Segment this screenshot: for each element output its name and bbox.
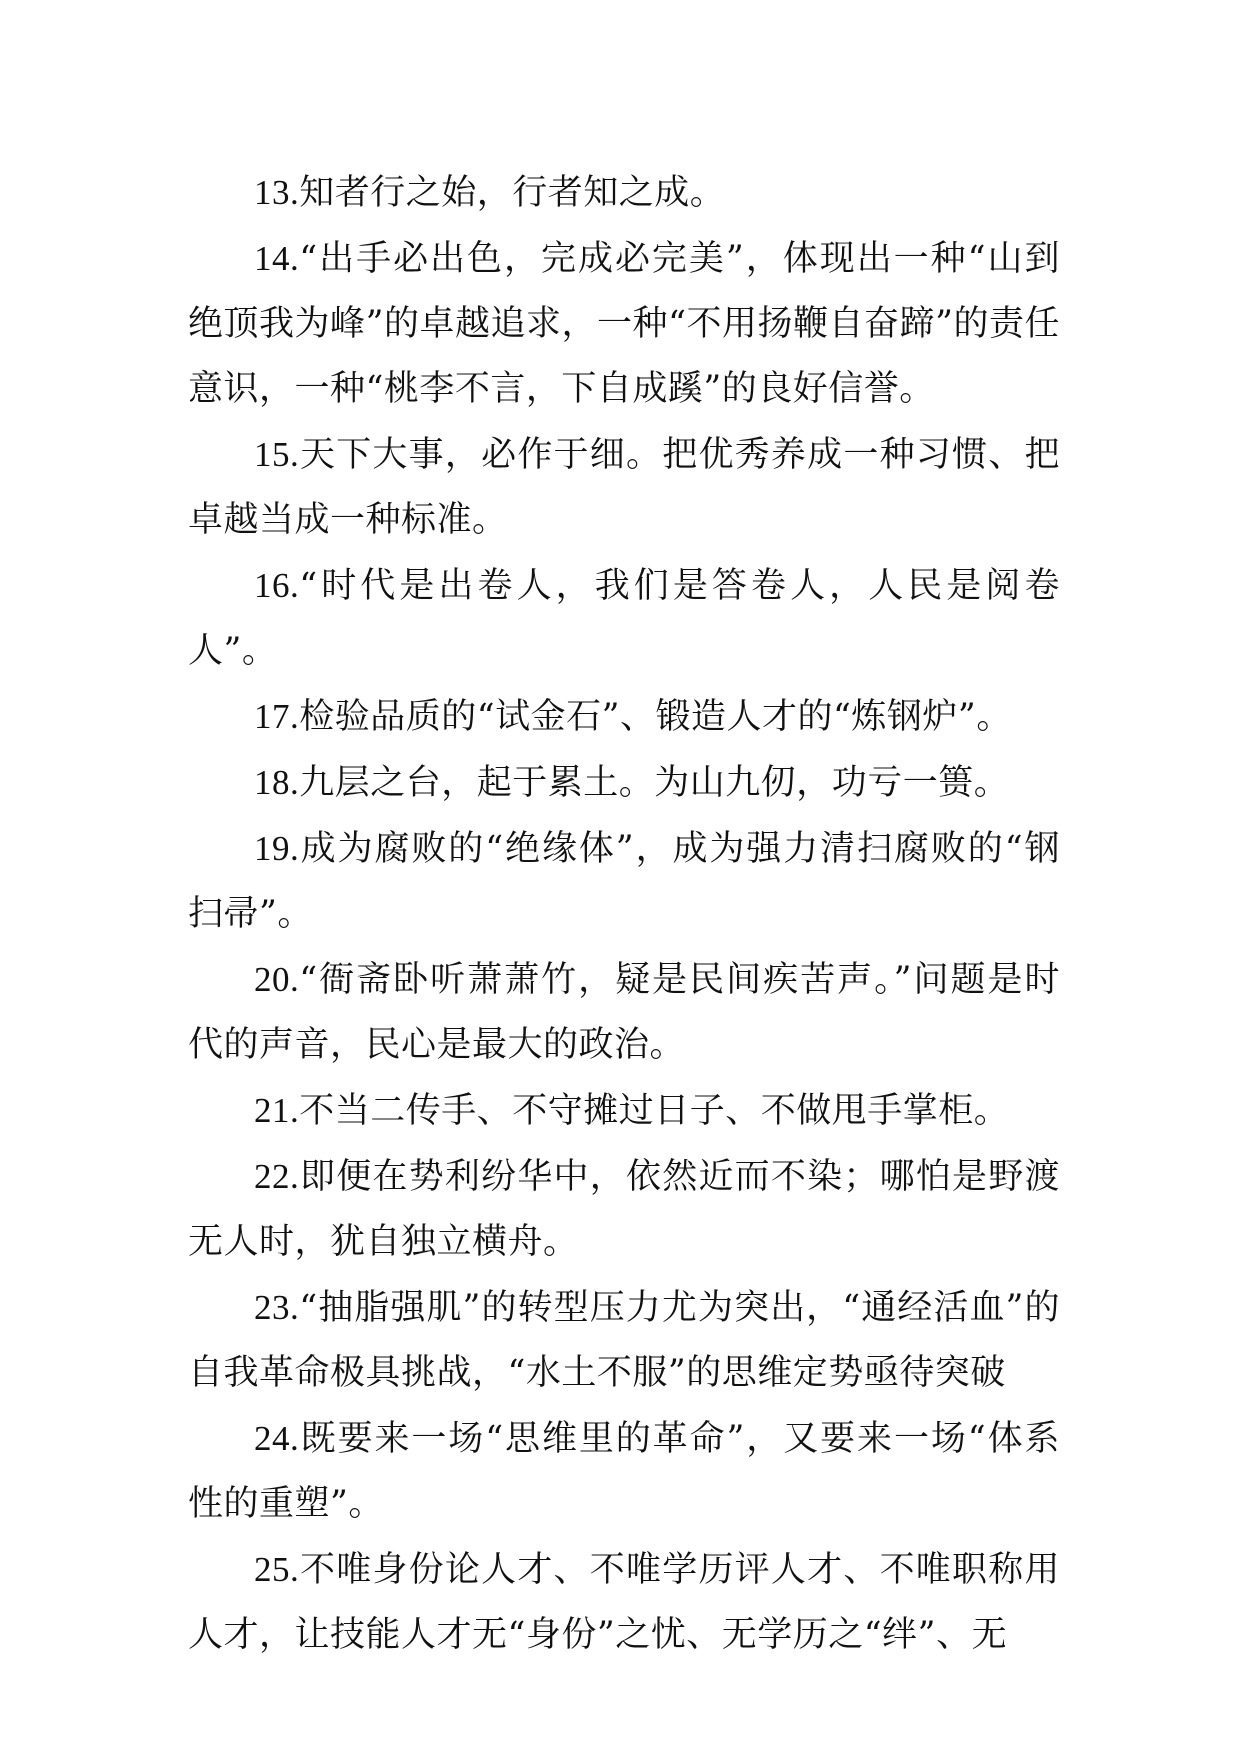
paragraph-number: 16.: [254, 566, 300, 605]
paragraph-number: 22.: [254, 1157, 300, 1196]
paragraph-24: [188, 1406, 1060, 1537]
paragraph-text: “衙斋卧听萧萧竹，疑是民间疾苦声。”问题是时代的声音，民心是最大的政治。: [188, 960, 1060, 1065]
paragraph-22: [188, 1144, 1060, 1275]
paragraph-23: [188, 1275, 1060, 1406]
paragraph-number: 19.: [254, 829, 300, 868]
paragraph-number: 23.: [254, 1288, 300, 1327]
paragraph-20: [188, 947, 1060, 1078]
paragraph-number: 18.: [254, 763, 300, 802]
paragraph-text: 检验品质的“试金石”、锻造人才的“炼钢炉”。: [299, 697, 1012, 737]
paragraph-17: [188, 684, 1060, 750]
paragraph-16: [188, 553, 1060, 684]
paragraph-18: [188, 750, 1060, 816]
paragraph-text: “时代是出卷人，我们是答卷人，人民是阅卷人”。: [188, 566, 1060, 671]
paragraph-15: [188, 422, 1060, 553]
paragraph-14: [188, 226, 1060, 422]
paragraph-19: [188, 816, 1060, 947]
paragraph-number: 13.: [254, 173, 300, 212]
paragraph-number: 20.: [254, 960, 300, 999]
paragraph-text: “抽脂强肌”的转型压力尤为突出，“通经活血”的自我革命极具挑战，“水土不服”的思维定势亟待突破: [188, 1288, 1060, 1393]
paragraph-text: 天下大事，必作于细。把优秀养成一种习惯、把卓越当成一种标准。: [188, 435, 1060, 540]
paragraph-text: 成为腐败的“绝缘体”，成为强力清扫腐败的“钢扫帚”。: [188, 829, 1060, 934]
paragraph-text: 不唯身份论人才、不唯学历评人才、不唯职称用人才，让技能人才无“身份”之忧、无学历之“绊”、无: [188, 1550, 1060, 1655]
paragraph-text: 九层之台，起于累土。为山九仞，功亏一篑。: [299, 763, 1010, 803]
paragraph-text: “出手必出色，完成必完美”，体现出一种“山到绝顶我为峰”的卓越追求，一种“不用扬鞭自奋蹄”的责任意识，一种“桃李不言，下自成蹊”的良好信誉。: [188, 239, 1060, 409]
paragraph-21: [188, 1078, 1060, 1144]
paragraph-25: [188, 1537, 1060, 1668]
paragraph-number: 21.: [254, 1091, 300, 1130]
paragraph-text: 既要来一场“思维里的革命”，又要来一场“体系性的重塑”。: [188, 1419, 1060, 1524]
paragraph-number: 25.: [254, 1550, 300, 1589]
paragraph-number: 24.: [254, 1419, 300, 1458]
paragraph-text: 即便在势利纷华中，依然近而不染；哪怕是野渡无人时，犹自独立横舟。: [188, 1157, 1060, 1262]
paragraph-number: 17.: [254, 697, 300, 736]
paragraph-text: 知者行之始，行者知之成。: [299, 173, 726, 213]
paragraph-number: 14.: [254, 239, 300, 278]
paragraph-number: 15.: [254, 435, 300, 474]
paragraph-13: [188, 160, 1060, 226]
document-body: [188, 160, 1060, 1668]
paragraph-text: 不当二传手、不守摊过日子、不做甩手掌柜。: [299, 1091, 1010, 1131]
